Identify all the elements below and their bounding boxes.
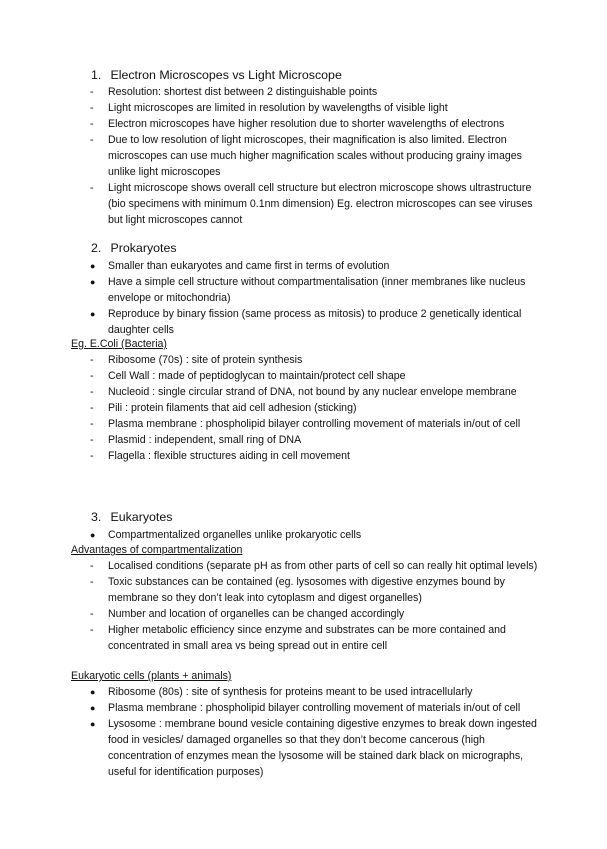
- list-item: ● Compartmentalized organelles unlike prokaryotic cells: [90, 529, 362, 541]
- list-item: ● Smaller than eukaryotes and came first in terms of evolution: [90, 260, 390, 272]
- dash-marker: -: [90, 182, 94, 194]
- section-2-title: [91, 241, 177, 256]
- dash-marker: -: [90, 576, 94, 588]
- dash-marker: -: [90, 134, 94, 146]
- list-item: ● Ribosome (80s) : site of synthesis for proteins meant to be used intracellularly: [90, 686, 473, 698]
- example-heading: Eg. E.Coli (Bacteria): [71, 338, 167, 350]
- section-number: 1.: [91, 68, 102, 82]
- dash-marker: -: [90, 370, 94, 382]
- bullet-marker: ●: [90, 687, 96, 697]
- list-item: - Nucleoid : single circular strand of DNA, not bound by any nuclear envelope membrane: [90, 386, 517, 398]
- section-number: 2.: [91, 241, 102, 255]
- list-item: ● Reproduce by binary fission (same process as mitosis) to produce 2 genetically identical daughter cells: [90, 308, 522, 336]
- bullet-marker: ●: [90, 703, 96, 713]
- list-item: - Localised conditions (separate pH as from other parts of cell so can really hit optimal levels): [90, 560, 538, 572]
- dash-marker: -: [90, 434, 94, 446]
- bullet-marker: ●: [90, 261, 96, 271]
- dash-marker: -: [90, 450, 94, 462]
- list-item: - Number and location of organelles can be changed accordingly: [90, 608, 405, 620]
- dash-marker: -: [90, 354, 94, 366]
- dash-marker: -: [90, 560, 94, 572]
- list-item: - Flagella : flexible structures aiding in cell movement: [90, 450, 351, 462]
- list-item: - Electron microscopes have higher resolution due to shorter wavelengths of electrons: [90, 118, 505, 130]
- section-title-text: Eukaryotes: [110, 510, 173, 524]
- list-item: - Plasmid : independent, small ring of DNA: [90, 434, 302, 446]
- eukaryotic-cells-heading: Eukaryotic cells (plants + animals): [71, 670, 232, 682]
- dash-marker: -: [90, 608, 94, 620]
- list-item: - Ribosome (70s) : site of protein synthesis: [90, 354, 303, 366]
- dash-marker: -: [90, 118, 94, 130]
- section-1-list: [90, 84, 550, 228]
- section-1-title: [91, 68, 342, 83]
- section-3-list: [90, 527, 550, 543]
- dash-marker: -: [90, 418, 94, 430]
- section-number: 3.: [91, 510, 102, 524]
- list-item: - Pili : protein filaments that aid cell adhesion (sticking): [90, 402, 357, 414]
- section-2-list: [90, 258, 550, 338]
- dash-marker: -: [90, 624, 94, 636]
- dash-marker: -: [90, 386, 94, 398]
- example-list: [90, 352, 550, 464]
- list-item: - Light microscope shows overall cell structure but electron microscope shows ultrastructure (bio specimens with minimum 0.1nm dimension) Eg. electron microscopes can see viruses but light microscopes cannot: [90, 182, 533, 226]
- list-item: - Light microscopes are limited in resolution by wavelengths of visible light: [90, 102, 448, 114]
- list-item: - Due to low resolution of light microscopes, their magnification is also limited. Electron microscopes can use much higher magnification scales without producing grainy images unlike light microscopes: [90, 134, 522, 178]
- bullet-marker: ●: [90, 530, 96, 540]
- list-item: - Cell Wall : made of peptidoglycan to maintain/protect cell shape: [90, 370, 406, 382]
- advantages-list: [90, 558, 550, 654]
- dash-marker: -: [90, 86, 94, 98]
- bullet-marker: ●: [90, 277, 96, 287]
- list-item: - Resolution: shortest dist between 2 distinguishable points: [90, 86, 378, 98]
- list-item: - Higher metabolic efficiency since enzyme and substrates can be more contained and concentrated in small area vs being spread out in entire cell: [90, 624, 506, 652]
- bullet-marker: ●: [90, 309, 96, 319]
- dash-marker: -: [90, 402, 94, 414]
- section-3-title: [91, 510, 172, 525]
- section-title-text: Electron Microscopes vs Light Microscope: [110, 68, 342, 82]
- eukaryotic-cells-list: [90, 684, 550, 780]
- list-item: ● Have a simple cell structure without compartmentalisation (inner membranes like nucleus envelope or mitochondria): [90, 276, 526, 304]
- list-item: ● Plasma membrane : phospholipid bilayer controlling movement of materials in/out of cell: [90, 702, 521, 714]
- list-item: ● Lysosome : membrane bound vesicle containing digestive enzymes to break down ingested food in vesicles/ damaged organelles so that they don’t become cancerous (high concentration of enzymes mean the lysosome will be stained dark black on micrographs, useful for identification purposes): [90, 718, 537, 778]
- bullet-marker: ●: [90, 719, 96, 729]
- list-item: - Plasma membrane : phospholipid bilayer controlling movement of materials in/out of cell: [90, 418, 521, 430]
- advantages-heading: Advantages of compartmentalization: [71, 544, 243, 556]
- dash-marker: -: [90, 102, 94, 114]
- list-item: - Toxic substances can be contained (eg. lysosomes with digestive enzymes bound by membrane so they don’t leak into cytoplasm and digest organelles): [90, 576, 505, 604]
- section-title-text: Prokaryotes: [110, 241, 177, 255]
